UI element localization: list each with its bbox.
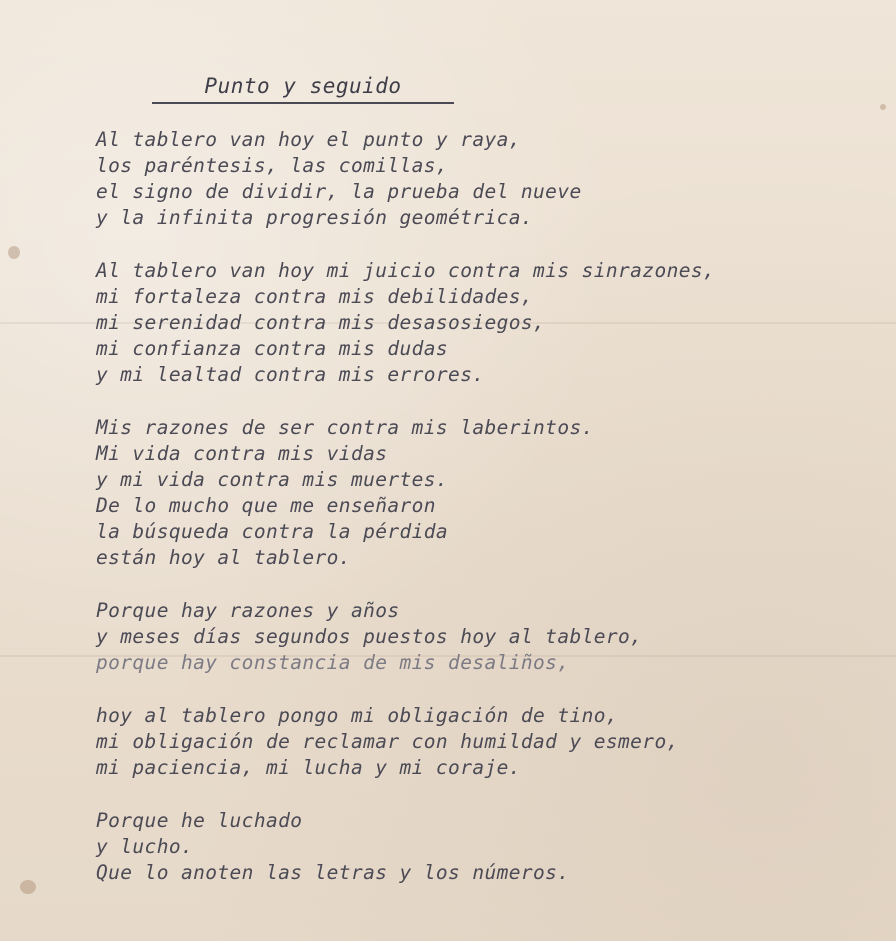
poem-line: y meses días segundos puestos hoy al tablero, [96,625,643,648]
stanza [96,808,866,886]
poem-line: Porque he luchado [96,809,303,832]
poem-line: Que lo anoten las letras y los números. [96,861,570,884]
poem-body [96,127,866,913]
title-underline [152,102,454,104]
poem-line: y mi vida contra mis muertes. [96,468,449,491]
stanza [96,598,866,676]
paper-stain [20,880,36,894]
poem-line: y la infinita progresión geométrica. [96,206,534,229]
poem-line: Porque hay razones y años [96,599,400,622]
poem-line: los paréntesis, las comillas, [96,154,449,177]
poem-line: hoy al tablero pongo mi obligación de tino, [96,704,619,727]
poem-line: el signo de dividir, la prueba del nueve [96,180,582,203]
poem-line: Mi vida contra mis vidas [96,442,388,465]
stanza [96,415,866,571]
poem-line: mi confianza contra mis dudas [96,337,449,360]
poem-line: Mis razones de ser contra mis laberintos. [96,416,594,439]
poem-line: y mi lealtad contra mis errores. [96,363,485,386]
paper-stain [880,104,886,110]
poem-title: Punto y seguido [204,74,402,98]
poem-line: y lucho. [96,835,194,858]
poem-line: Al tablero van hoy mi juicio contra mis sinrazones, [96,259,716,282]
poem-line: mi paciencia, mi lucha y mi coraje. [96,756,521,779]
poem-line: porque hay constancia de mis desaliños, [96,651,570,674]
poem-line: Al tablero van hoy el punto y raya, [96,128,521,151]
poem-line: mi obligación de reclamar con humildad y esmero, [96,730,679,753]
poem-line: la búsqueda contra la pérdida [96,520,449,543]
poem-line: están hoy al tablero. [96,546,351,569]
stanza [96,258,866,388]
stanza [96,703,866,781]
poem-line: De lo mucho que me enseñaron [96,494,436,517]
paper-stain [8,246,20,259]
poem-line: mi fortaleza contra mis debilidades, [96,285,534,308]
stanza [96,127,866,231]
poem-line: mi serenidad contra mis desasosiegos, [96,311,546,334]
